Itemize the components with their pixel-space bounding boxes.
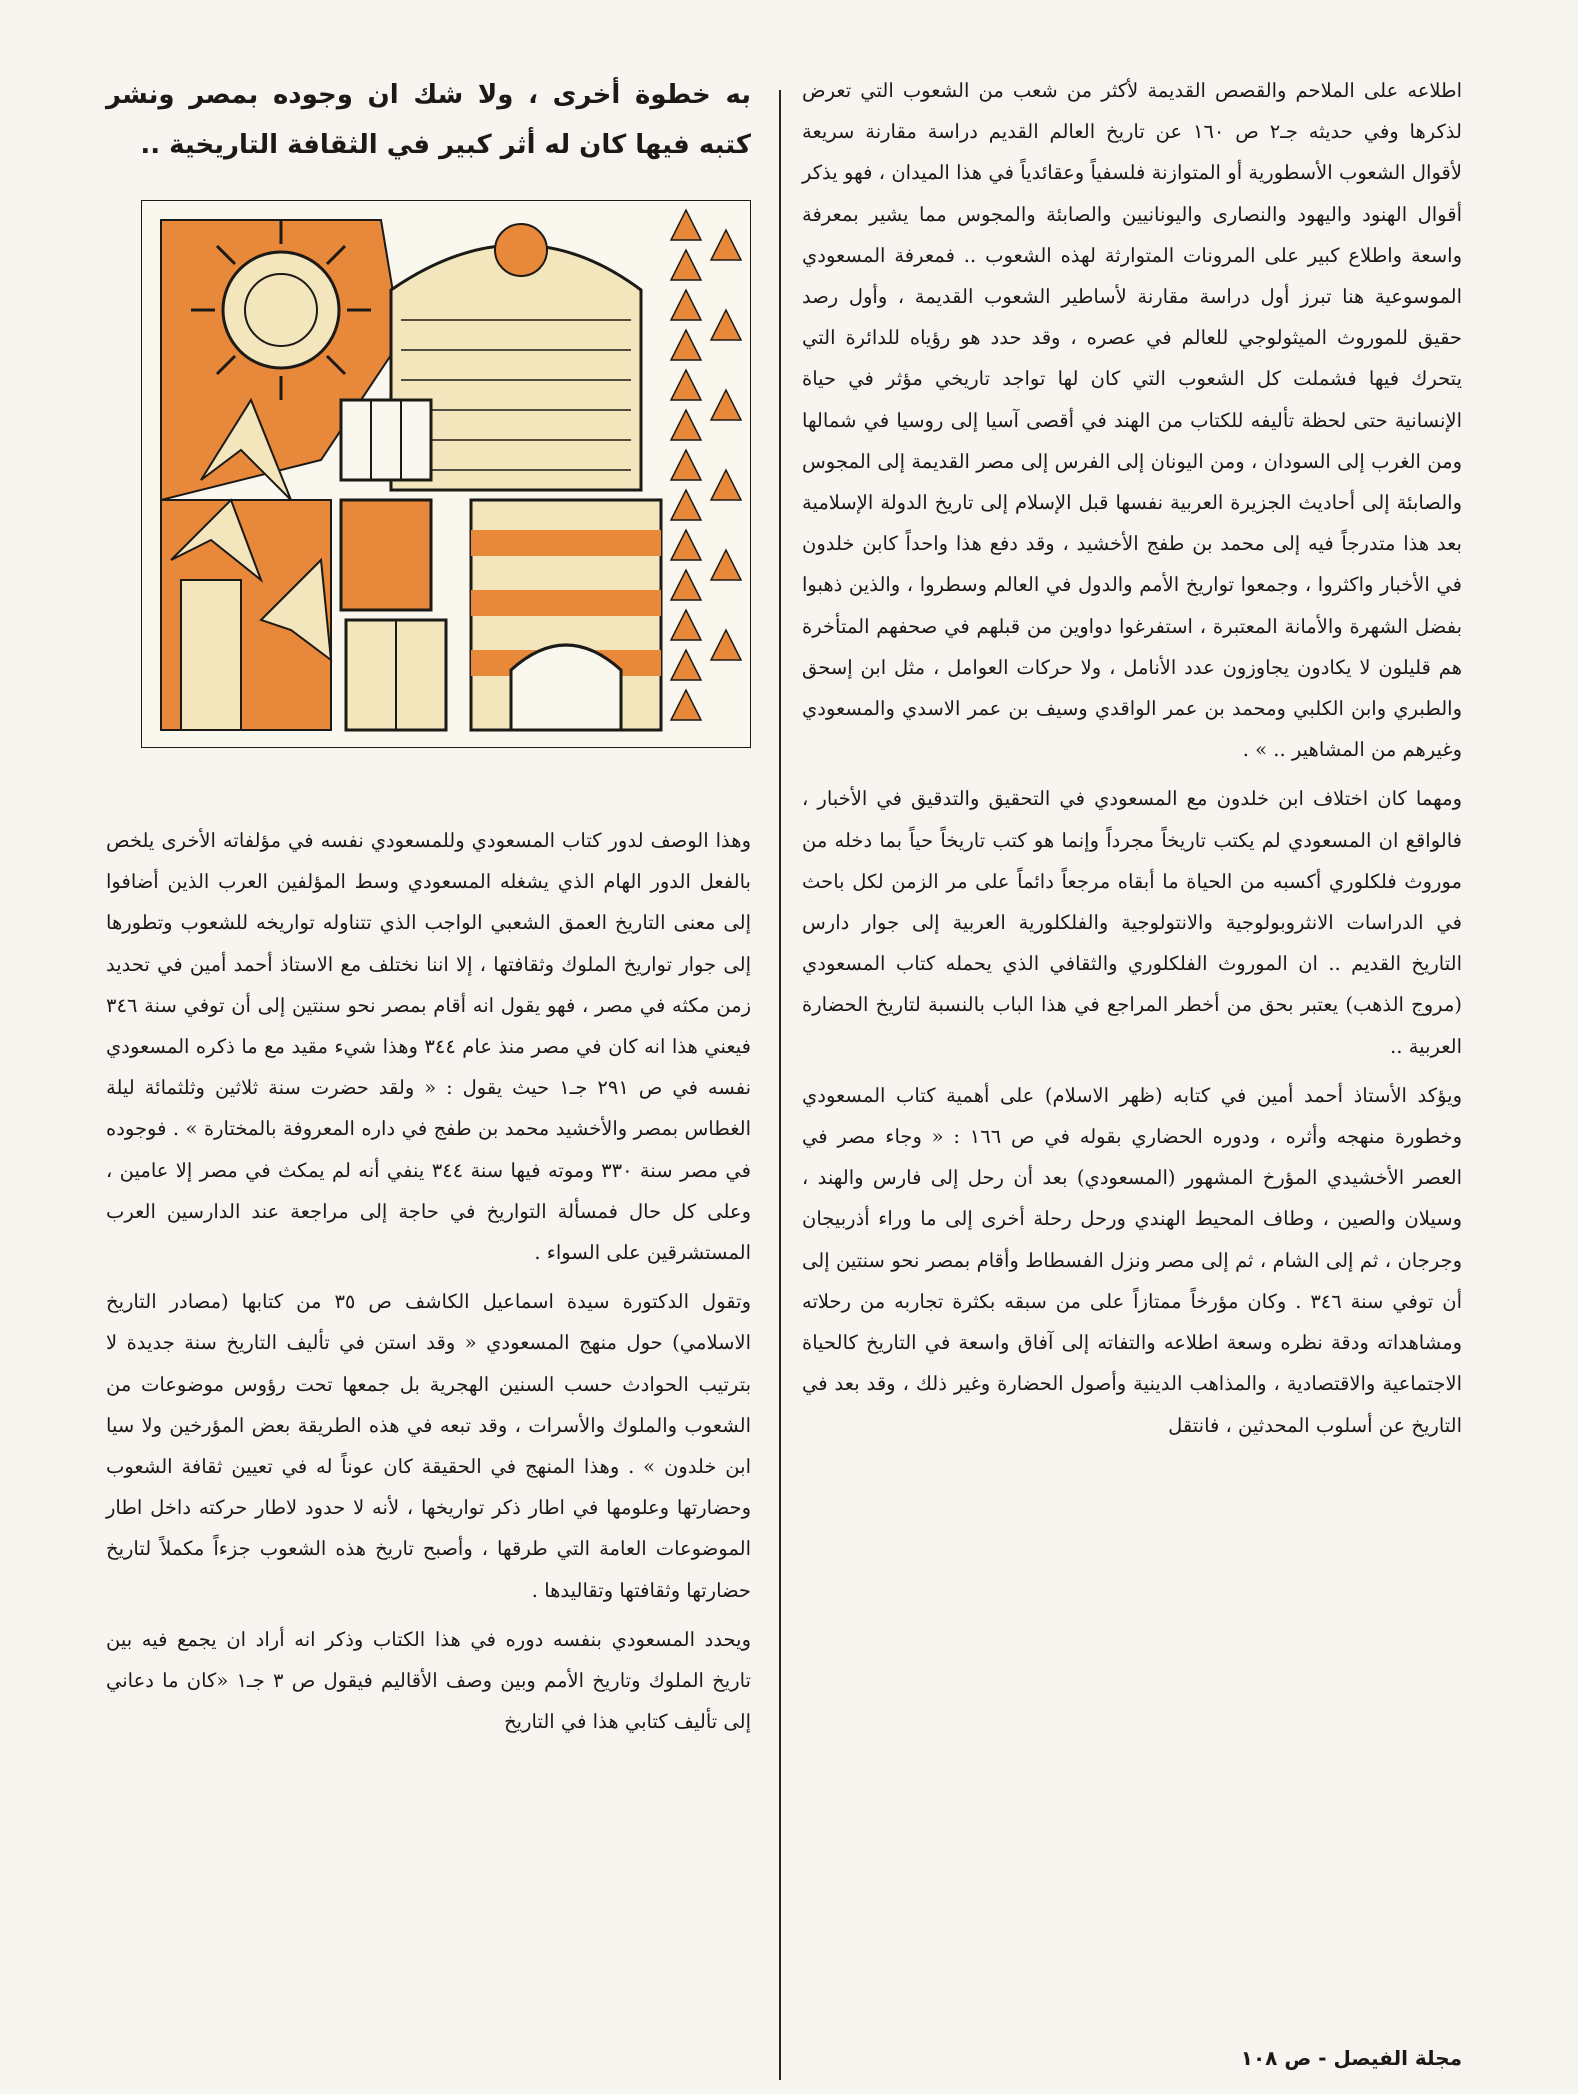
left-column [106, 70, 751, 1750]
page-footer: مجلة الفيصل - ص ١٠٨ [1240, 2046, 1462, 2070]
left-paragraph-3: ويحدد المسعودي بنفسه دوره في هذا الكتاب وذكر انه أراد ان يجمع فيه بين تاريخ الملوك وتاريخ الأمم وبين وصف الأقاليم فيقول ص ٣ جـ١ «كان ما دعاني إلى تأليف كتابي هذا في التاريخ [106, 1627, 751, 1734]
left-paragraph-2: وتقول الدكتورة سيدة اسماعيل الكاشف ص ٣٥ من كتابها (مصادر التاريخ الاسلامي) حول منهج المسعودي « وقد استن في تأليف التاريخ سنة جديدة لا بترتيب الحوادث حسب السنين الهجرية بل جمعها تحت رؤوس موضوعات من الشعوب والملوك والأسرات ، وقد تبعه في هذه الطريقة بعض المؤرخين ولا سيا ابن خلدون » . وهذا المنهج في الحقيقة كان عوناً له في تعيين ثقافة الشعوب وحضارتها وعلومها في اطار ذكر تواريخها ، لأنه لا حدود لاطار حركته داخل اطار الموضوعات العامة التي طرقها ، وأصبح تاريخ هذه الشعوب جزءاً مكملاً لتاريخ حضارتها وثقافتها وتقاليدها . [106, 1290, 751, 1602]
right-column [802, 70, 1462, 1454]
decorative-illustration [141, 200, 751, 748]
left-paragraph-1: وهذا الوصف لدور كتاب المسعودي وللمسعودي نفسه في مؤلفاته الأخرى يلخص بالفعل الدور الهام الذي يشغله المسعودي وسط المؤلفين العرب الذين أضافوا إلى معنى التاريخ العمق الشعبي الواجب الذي تتناوله تواريخه للشعوب وتطورها إلى جوار تواريخ الملوك وثقافتها ، إلا اننا نختلف مع الاستاذ أحمد أمين في تحديد زمن مكثه في مصر ، فهو يقول انه أقام بمصر نحو سنتين إلى أن توفي سنة ٣٤٦ فيعني هذا انه كان في مصر منذ عام ٣٤٤ وهذا شيء مقيد مع ما ذكره المسعودي نفسه في ص ٢٩١ جـ١ حيث يقول : « ولقد حضرت سنة ثلاثين وثلثمائة ليلة الغطاس بمصر والأخشيد محمد بن طفج في داره المعروفة بالمختارة » . فوجوده في مصر سنة ٣٣٠ وموته فيها سنة ٣٤٤ ينفي أنه لم يمكث في مصر إلا عامين ، وعلى كل حال فمسألة التواريخ في حاجة إلى مراجعة عند الدارسين العرب المستشرقين على السواء . [106, 829, 752, 1265]
column-divider [779, 90, 781, 2080]
right-paragraph-2: ومهما كان اختلاف ابن خلدون مع المسعودي في التحقيق والتدقيق في الأخبار ، فالواقع ان المسعودي لم يكتب تاريخاً مجرداً وإنما هو كتب تاريخاً حياً بما دخله من موروث فلكلوري أكسبه من الحياة ما أبقاه مرجعاً دائماً على مر الزمن لكل باحث في الدراسات الانثروبولوجية والانتولوجية والفلكلورية العربية إلى جوار دارس التاريخ القديم .. ان الموروث الفلكلوري والثقافي الذي يحمله كتاب المسعودي (مروج الذهب) يعتبر بحق من أخطر المراجع في هذا الباب بالنسبة لتاريخ الحضارة العربية .. [802, 787, 1462, 1058]
striped-tower [471, 500, 661, 730]
window-shapes [341, 400, 446, 730]
left-lead-text: به خطوة أخرى ، ولا شك ان وجوده بمصر ونشر كتبه فيها كان له أثر كبير في الثقافة التاريخية .. [106, 80, 751, 160]
right-paragraph-1: اطلاعه على الملاحم والقصص القديمة لأكثر من شعب من الشعوب التي تعرض لذكرها وفي حديثه جـ٢ ص ١٦٠ عن تاريخ العالم القديم دراسة مقارنة سريعة لأقوال الشعوب الأسطورية أو المتوازنة فلسفياً وعقائدياً في هذا الميدان ، فهو يذكر أقوال الهنود واليهود والنصارى واليونانيين والصابئة والمجوس مما يشير بمعرفة واسعة واطلاع كبير على المرونات المتوارثة لهذه الشعوب .. فمعرفة المسعودي الموسوعية هنا تبرز أول دراسة مقارنة لأساطير الشعوب القديمة ، وأول رصد حقيق للموروث الميثولوجي للعالم في عصره ، وقد حدد هو رؤياه للدائرة التي يتحرك فيها فشملت كل الشعوب التي كان لها تواجد تاريخي مؤثر في حياة الإنسانية حتى لحظة تأليفه للكتاب من الهند في أقصى آسيا إلى روسيا في شمالها ومن الغرب إلى السودان ، ومن اليونان إلى الفرس إلى مصر القديمة إلى المجوس والصابئة إلى أحاديث الجزيرة العربية نفسها قبل الإسلام إلى تاريخ الدولة الإسلامية بعد هذا متدرجاً فيه إلى محمد بن طفج الأخشيد ، وقد دفع هذا واحداً كابن خلدون في الأخبار واكثروا ، وجمعوا تواريخ الأمم والدول في العالم وسطروا ، والذين ذهبوا بفضل الشهرة والأمانة المعتبرة ، استفرغوا دواوين من قبلهم في صحفهم المتأخرة هم قليلون لا يكادون يجاوزون عدد الأنامل ، ولا حركات العوامل ، مثل ابن إسحق والطبري وابن الكلبي ومحمد بن عمر الواقدي وسيف بن عمر الاسدي والمسعودي وغيرهم من المشاهير .. » . [802, 79, 1462, 762]
right-paragraph-3: ويؤكد الأستاذ أحمد أمين في كتابه (ظهر الاسلام) على أهمية كتاب المسعودي وخطورة منهجه وأثره ، ودوره الحضاري بقوله في ص ١٦٦ : « وجاء مصر في العصر الأخشيدي المؤرخ المشهور (المسعودي) بعد أن رحل إلى فارس والهند ، وسيلان والصين ، وطاف المحيط الهندي ورحل رحلة أخرى إلى ما وراء أذربيجان وجرجان ، ثم إلى الشام ، ثم إلى مصر ونزل الفسطاط وأقام بمصر نحو سنتين إلى أن توفي سنة ٣٤٦ . وكان مؤرخاً ممتازاً على من سبقه بكثرة تجاربه من رحلاته ومشاهداته ودقة نظره وسعة اطلاعه والتفاته إلى آفاق واسعة في التاريخ كالحياة الاجتماعية والاقتصادية ، والمذاهب الدينية وأصول الحضارة وغير ذلك ، وقد بعد في التاريخ عن أسلوب المحدثين ، فانتقل [802, 1083, 1463, 1437]
